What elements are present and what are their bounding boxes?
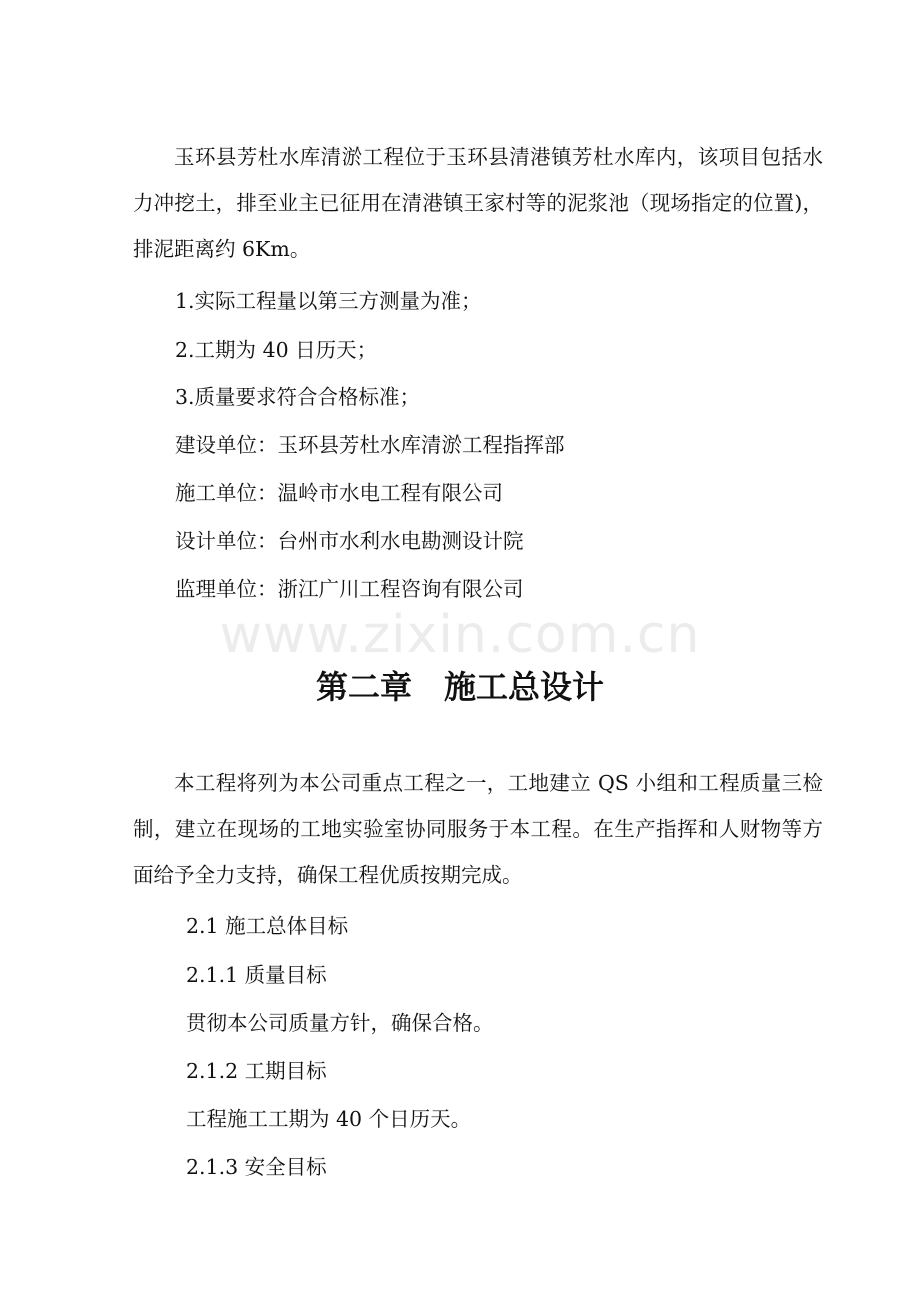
item-duration: 2.工期为 40 日历天； <box>175 338 378 362</box>
item-quality: 3.质量要求符合合格标准； <box>175 385 421 409</box>
schedule-target-text: 工程施工工期为 40 个日历天。 <box>186 1107 472 1131</box>
item-supervision-unit: 监理单位：浙江广川工程咨询有限公司 <box>175 577 524 601</box>
item-design-unit: 设计单位：台州市水利水电勘测设计院 <box>175 529 524 553</box>
item-quantity: 1.实际工程量以第三方测量为准； <box>175 289 482 313</box>
item-owner-unit: 建设单位：玉环县芳杜水库清淤工程指挥部 <box>175 433 565 457</box>
item-construction-unit: 施工单位：温岭市水电工程有限公司 <box>175 481 503 505</box>
watermark: www.zixin.com.cn <box>219 605 701 665</box>
section-2-1-3: 2.1.3 安全目标 <box>186 1155 327 1179</box>
chapter-title: 第二章 施工总设计 <box>315 668 604 706</box>
section-2-1: 2.1 施工总体目标 <box>186 914 349 938</box>
quality-target-text: 贯彻本公司质量方针，确保合格。 <box>186 1011 494 1035</box>
chapter-paragraph: 本工程将列为本公司重点工程之一，工地建立 QS 小组和工程质量三检制，建立在现场的工地实验室协同服务于本工程。在生产指挥和人财物等方面给予全力支持，确保工程优质按期完成。 <box>133 771 823 887</box>
intro-paragraph: 玉环县芳杜水库清淤工程位于玉环县清港镇芳杜水库内，该项目包括水力冲挖土，排至业主已征用在清港镇王家村等的泥浆池（现场指定的位置)，排泥距离约 6Km。 <box>133 145 823 261</box>
section-2-1-2: 2.1.2 工期目标 <box>186 1059 327 1083</box>
section-2-1-1: 2.1.1 质量目标 <box>186 963 327 987</box>
